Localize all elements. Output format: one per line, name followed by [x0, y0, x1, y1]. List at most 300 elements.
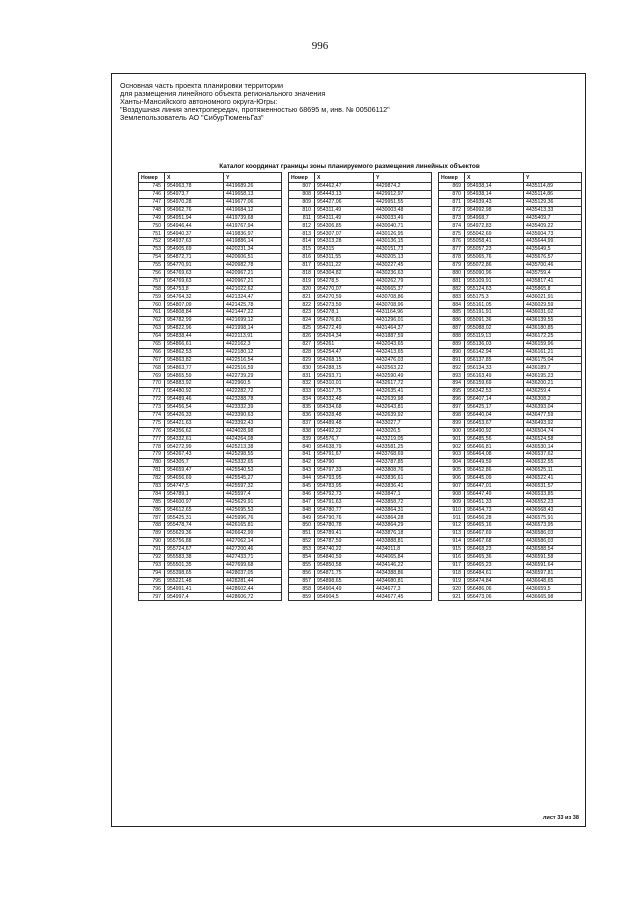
x-coordinate: 956142,94 [465, 348, 524, 356]
x-coordinate: 954492,22 [315, 427, 374, 435]
x-coordinate: 954790,76 [315, 514, 374, 522]
table-row [439, 506, 582, 514]
table-row [289, 238, 432, 246]
x-coordinate: 954276,81 [315, 317, 374, 325]
table-row [439, 411, 582, 419]
table-row [289, 435, 432, 443]
point-number: 787 [139, 514, 165, 522]
y-coordinate: 4436161,21 [524, 348, 582, 356]
y-coordinate: 4430665,37 [374, 285, 432, 293]
x-coordinate: 956473,06 [465, 593, 524, 601]
table-row [139, 254, 282, 262]
y-coordinate: 4422162,3 [224, 340, 282, 348]
table-row [139, 340, 282, 348]
y-coordinate: 4436308,2 [524, 396, 582, 404]
y-coordinate: 4423390,63 [224, 411, 282, 419]
y-coordinate: 4435409,22 [524, 222, 582, 230]
y-coordinate: 4432617,72 [374, 380, 432, 388]
x-coordinate: 956452,86 [465, 467, 524, 475]
point-number: 884 [439, 301, 465, 309]
x-coordinate: 954753,8 [165, 285, 224, 293]
table-row [289, 190, 432, 198]
x-coordinate: 954863,77 [165, 364, 224, 372]
point-number: 757 [139, 277, 165, 285]
table-row [139, 545, 282, 553]
point-number: 771 [139, 388, 165, 396]
point-number: 852 [289, 538, 315, 546]
x-coordinate: 956465,16 [465, 522, 524, 530]
y-coordinate: 4421425,78 [224, 301, 282, 309]
table-row [289, 593, 432, 601]
x-coordinate: 954792,73 [315, 490, 374, 498]
table-row [139, 561, 282, 569]
y-coordinate: 4433219,05 [374, 435, 432, 443]
x-coordinate: 956465,23 [465, 561, 524, 569]
table-row [439, 190, 582, 198]
table-row [439, 222, 582, 230]
x-coordinate: 954951,94 [165, 214, 224, 222]
x-coordinate: 954272,49 [315, 325, 374, 333]
point-number: 827 [289, 340, 315, 348]
point-number: 919 [439, 577, 465, 585]
coordinate-table [438, 172, 582, 601]
y-coordinate: 4432476,03 [374, 356, 432, 364]
point-number: 854 [289, 553, 315, 561]
x-coordinate: 954793,95 [315, 474, 374, 482]
y-coordinate: 4427062,14 [224, 538, 282, 546]
y-coordinate: 4436189,7 [524, 364, 582, 372]
point-number: 921 [439, 593, 465, 601]
y-coordinate: 4432635,41 [374, 388, 432, 396]
y-coordinate: 4419739,68 [224, 214, 282, 222]
x-coordinate: 954769,63 [165, 269, 224, 277]
y-coordinate: 4436525,11 [524, 467, 582, 475]
point-number: 782 [139, 474, 165, 482]
table-row [439, 285, 582, 293]
point-number: 814 [289, 238, 315, 246]
x-coordinate: 954940,37 [165, 230, 224, 238]
y-coordinate: 4430708,86 [374, 293, 432, 301]
y-coordinate: 4436031,02 [524, 309, 582, 317]
table-row [289, 222, 432, 230]
point-number: 898 [439, 411, 465, 419]
point-number: 808 [289, 190, 315, 198]
y-coordinate: 4428606,72 [224, 593, 282, 601]
table-row [289, 396, 432, 404]
point-number: 816 [289, 254, 315, 262]
x-coordinate: 954764,32 [165, 293, 224, 301]
x-coordinate: 954783,95 [315, 482, 374, 490]
table-row [139, 451, 282, 459]
point-number: 749 [139, 214, 165, 222]
point-number: 896 [439, 396, 465, 404]
x-coordinate: 955119,13 [465, 332, 524, 340]
point-number: 779 [139, 451, 165, 459]
x-coordinate: 954790 [315, 459, 374, 467]
table-row [139, 396, 282, 404]
y-coordinate: 4425545,27 [224, 474, 282, 482]
y-coordinate: 4436568,43 [524, 506, 582, 514]
x-coordinate: 954480,92 [165, 388, 224, 396]
table-row [139, 261, 282, 269]
x-coordinate: 956474,84 [465, 577, 524, 585]
point-number: 920 [439, 585, 465, 593]
y-coordinate: 4436648,65 [524, 577, 582, 585]
x-coordinate: 954992,98 [465, 206, 524, 214]
y-coordinate: 4433876,18 [374, 530, 432, 538]
x-coordinate: 954462,47 [315, 183, 374, 191]
y-coordinate: 4429912,97 [374, 190, 432, 198]
y-coordinate: 4436588,54 [524, 545, 582, 553]
y-coordinate: 4436586,03 [524, 530, 582, 538]
table-row [289, 269, 432, 277]
point-number: 838 [289, 427, 315, 435]
point-number: 786 [139, 506, 165, 514]
y-coordinate: 4436180,85 [524, 325, 582, 333]
y-coordinate: 4436591,58 [524, 553, 582, 561]
point-number: 893 [439, 372, 465, 380]
table-row [139, 506, 282, 514]
point-number: 775 [139, 419, 165, 427]
point-number: 897 [439, 403, 465, 411]
table-row [439, 238, 582, 246]
point-number: 857 [289, 577, 315, 585]
table-header-row [439, 173, 582, 183]
point-number: 785 [139, 498, 165, 506]
point-number: 895 [439, 388, 465, 396]
x-coordinate: 954612,65 [165, 506, 224, 514]
y-coordinate: 4436665,98 [524, 593, 582, 601]
point-number: 907 [439, 482, 465, 490]
table-row [139, 222, 282, 230]
y-coordinate: 4433864,28 [374, 514, 432, 522]
y-coordinate: 4434680,81 [374, 577, 432, 585]
x-coordinate: 956467,69 [465, 530, 524, 538]
table-row [139, 269, 282, 277]
x-coordinate: 954315 [315, 246, 374, 254]
y-coordinate: 4430126,95 [374, 230, 432, 238]
y-coordinate: 4434065,84 [374, 553, 432, 561]
table-row [139, 190, 282, 198]
y-coordinate: 4436021,91 [524, 293, 582, 301]
x-coordinate: 954791,67 [315, 451, 374, 459]
y-coordinate: 4425540,53 [224, 467, 282, 475]
table-row [439, 467, 582, 475]
x-coordinate: 955629,36 [165, 530, 224, 538]
y-coordinate: 4425597,32 [224, 482, 282, 490]
y-coordinate: 4422516,59 [224, 364, 282, 372]
point-number: 913 [439, 530, 465, 538]
point-number: 770 [139, 380, 165, 388]
x-coordinate: 954850,58 [315, 561, 374, 569]
point-number: 914 [439, 538, 465, 546]
y-coordinate: 4422516,54 [224, 356, 282, 364]
y-coordinate: 4432643,81 [374, 403, 432, 411]
table-row [289, 443, 432, 451]
table-row [289, 340, 432, 348]
y-coordinate: 4436531,57 [524, 482, 582, 490]
x-coordinate: 956445,09 [465, 474, 524, 482]
point-number: 885 [439, 309, 465, 317]
x-coordinate: 954973,7 [165, 190, 224, 198]
x-coordinate: 955109,91 [465, 277, 524, 285]
y-coordinate: 4423392,43 [224, 419, 282, 427]
y-coordinate: 4422113,91 [224, 332, 282, 340]
table-row [439, 490, 582, 498]
table-row [139, 498, 282, 506]
x-coordinate: 954904,5 [315, 593, 374, 601]
table-row [439, 183, 582, 191]
table-row [289, 246, 432, 254]
x-coordinate: 954962,76 [165, 206, 224, 214]
x-coordinate: 954946,44 [165, 222, 224, 230]
y-coordinate: 4430205,13 [374, 254, 432, 262]
x-coordinate: 954313,28 [315, 238, 374, 246]
y-coordinate: 4428281,44 [224, 577, 282, 585]
x-coordinate: 954970,28 [165, 198, 224, 206]
table-row [439, 317, 582, 325]
point-number: 888 [439, 332, 465, 340]
x-coordinate: 954307,07 [315, 230, 374, 238]
y-coordinate: 4435865,8 [524, 285, 582, 293]
y-coordinate: 4436200,21 [524, 380, 582, 388]
point-number: 745 [139, 183, 165, 191]
x-coordinate: 954306,85 [315, 222, 374, 230]
table-row [289, 364, 432, 372]
table-row [289, 522, 432, 530]
x-coordinate: 955136,03 [465, 340, 524, 348]
y-coordinate: 4423288,78 [224, 396, 282, 404]
x-coordinate: 954807,09 [165, 301, 224, 309]
table-row [439, 553, 582, 561]
y-coordinate: 4420967,21 [224, 269, 282, 277]
point-number: 836 [289, 411, 315, 419]
x-coordinate: 954270,59 [315, 293, 374, 301]
y-coordinate: 4433864,29 [374, 522, 432, 530]
y-coordinate: 4433787,85 [374, 459, 432, 467]
y-coordinate: 4427433,71 [224, 553, 282, 561]
table-row [139, 522, 282, 530]
x-coordinate: 954898,65 [315, 577, 374, 585]
table-row [439, 230, 582, 238]
y-coordinate: 4420982,78 [224, 261, 282, 269]
header-line: "Воздушная линия электропередач, протяженностью 68695 м, инв. № 00506112" [120, 105, 390, 114]
y-coordinate: 4425996,76 [224, 514, 282, 522]
y-coordinate: 4421699,12 [224, 317, 282, 325]
point-number: 859 [289, 593, 315, 601]
table-row [139, 530, 282, 538]
x-coordinate: 955124,63 [465, 285, 524, 293]
table-row [439, 459, 582, 467]
point-number: 839 [289, 435, 315, 443]
table-row [139, 183, 282, 191]
point-number: 886 [439, 317, 465, 325]
y-coordinate: 4419677,06 [224, 198, 282, 206]
y-coordinate: 4422282,72 [224, 388, 282, 396]
table-row [289, 285, 432, 293]
x-coordinate: 954311,49 [315, 206, 374, 214]
point-number: 874 [439, 222, 465, 230]
x-coordinate: 954991,41 [165, 585, 224, 593]
table-row [139, 435, 282, 443]
point-number: 765 [139, 340, 165, 348]
x-coordinate: 956451,33 [465, 498, 524, 506]
point-number: 772 [139, 396, 165, 404]
table-row [289, 206, 432, 214]
x-coordinate: 954311,22 [315, 261, 374, 269]
x-coordinate: 954865,59 [165, 372, 224, 380]
point-number: 844 [289, 474, 315, 482]
y-coordinate: 4433768,69 [374, 451, 432, 459]
point-number: 848 [289, 506, 315, 514]
y-coordinate: 4435644,99 [524, 238, 582, 246]
x-coordinate: 954254,47 [315, 348, 374, 356]
point-number: 879 [439, 261, 465, 269]
table-row [139, 293, 282, 301]
column-header-y: Y [524, 173, 582, 183]
table-row [139, 474, 282, 482]
y-coordinate: 4433027,7 [374, 419, 432, 427]
x-coordinate: 954937,63 [165, 238, 224, 246]
x-coordinate: 954456,54 [165, 403, 224, 411]
y-coordinate: 4433836,41 [374, 482, 432, 490]
table-row [139, 238, 282, 246]
point-number: 821 [289, 293, 315, 301]
point-number: 878 [439, 254, 465, 262]
y-coordinate: 4431464,37 [374, 325, 432, 333]
point-number: 849 [289, 514, 315, 522]
point-number: 902 [439, 443, 465, 451]
point-number: 811 [289, 214, 315, 222]
x-coordinate: 954317,75 [315, 388, 374, 396]
y-coordinate: 4433864,31 [374, 506, 432, 514]
x-coordinate: 954576,7 [315, 435, 374, 443]
point-number: 831 [289, 372, 315, 380]
point-number: 750 [139, 222, 165, 230]
y-coordinate: 4430227,45 [374, 261, 432, 269]
x-coordinate: 955088,02 [465, 325, 524, 333]
point-number: 824 [289, 317, 315, 325]
table-row [439, 261, 582, 269]
table-row [439, 561, 582, 569]
point-number: 904 [439, 459, 465, 467]
table-row [139, 482, 282, 490]
table-row [439, 206, 582, 214]
column-header-number: Номер [139, 173, 165, 183]
table-row [139, 372, 282, 380]
y-coordinate: 4426165,81 [224, 522, 282, 530]
x-coordinate: 954972,83 [465, 222, 524, 230]
x-coordinate: 954769,63 [165, 277, 224, 285]
table-row [289, 419, 432, 427]
y-coordinate: 4433581,25 [374, 443, 432, 451]
table-row [289, 293, 432, 301]
x-coordinate: 955065,76 [465, 254, 524, 262]
x-coordinate: 955724,67 [165, 545, 224, 553]
x-coordinate: 954740,22 [315, 545, 374, 553]
table-row [439, 482, 582, 490]
table-row [139, 198, 282, 206]
y-coordinate: 4436524,58 [524, 435, 582, 443]
y-coordinate: 4436172,25 [524, 332, 582, 340]
point-number: 851 [289, 530, 315, 538]
table-row [439, 269, 582, 277]
x-coordinate: 955090,96 [465, 269, 524, 277]
point-number: 759 [139, 293, 165, 301]
table-row [289, 482, 432, 490]
y-coordinate: 4429874,2 [374, 183, 432, 191]
y-coordinate: 4436522,41 [524, 474, 582, 482]
y-coordinate: 4432563,22 [374, 364, 432, 372]
y-coordinate: 4435759,4 [524, 269, 582, 277]
point-number: 915 [439, 545, 465, 553]
table-row [289, 490, 432, 498]
y-coordinate: 4428602,44 [224, 585, 282, 593]
point-number: 791 [139, 545, 165, 553]
table-row [139, 348, 282, 356]
x-coordinate: 956486,06 [465, 585, 524, 593]
table-row [289, 230, 432, 238]
point-number: 905 [439, 467, 465, 475]
point-number: 916 [439, 553, 465, 561]
page-number: 996 [311, 40, 329, 52]
x-coordinate: 954770,91 [165, 261, 224, 269]
point-number: 777 [139, 435, 165, 443]
point-number: 856 [289, 569, 315, 577]
y-coordinate: 4430236,63 [374, 269, 432, 277]
point-number: 828 [289, 348, 315, 356]
y-coordinate: 4433836,61 [374, 474, 432, 482]
point-number: 793 [139, 561, 165, 569]
y-coordinate: 4419658,13 [224, 190, 282, 198]
table-row [139, 514, 282, 522]
x-coordinate: 954747,5 [165, 482, 224, 490]
y-coordinate: 4436532,55 [524, 459, 582, 467]
x-coordinate: 956453,67 [465, 419, 524, 427]
y-coordinate: 4435409,7 [524, 214, 582, 222]
x-coordinate: 956485,56 [465, 435, 524, 443]
table-row [289, 388, 432, 396]
x-coordinate: 954261 [315, 340, 374, 348]
point-number: 847 [289, 498, 315, 506]
point-number: 812 [289, 222, 315, 230]
table-row [289, 553, 432, 561]
table-row [139, 332, 282, 340]
point-number: 840 [289, 443, 315, 451]
table-row [439, 301, 582, 309]
x-coordinate: 954838,44 [165, 332, 224, 340]
y-coordinate: 4430040,71 [374, 222, 432, 230]
table-row [439, 403, 582, 411]
table-row [289, 459, 432, 467]
x-coordinate: 956447,01 [465, 482, 524, 490]
table-row [139, 214, 282, 222]
x-coordinate: 956163,49 [465, 372, 524, 380]
point-number: 900 [439, 427, 465, 435]
y-coordinate: 4430033,49 [374, 214, 432, 222]
y-coordinate: 4436573,95 [524, 522, 582, 530]
table-row [439, 585, 582, 593]
point-number: 899 [439, 419, 465, 427]
y-coordinate: 4425213,38 [224, 443, 282, 451]
y-coordinate: 4436537,62 [524, 451, 582, 459]
x-coordinate: 954905,69 [165, 246, 224, 254]
y-coordinate: 4436029,59 [524, 301, 582, 309]
point-number: 889 [439, 340, 465, 348]
x-coordinate: 955191,91 [465, 309, 524, 317]
table-row [139, 246, 282, 254]
x-coordinate: 955756,88 [165, 538, 224, 546]
